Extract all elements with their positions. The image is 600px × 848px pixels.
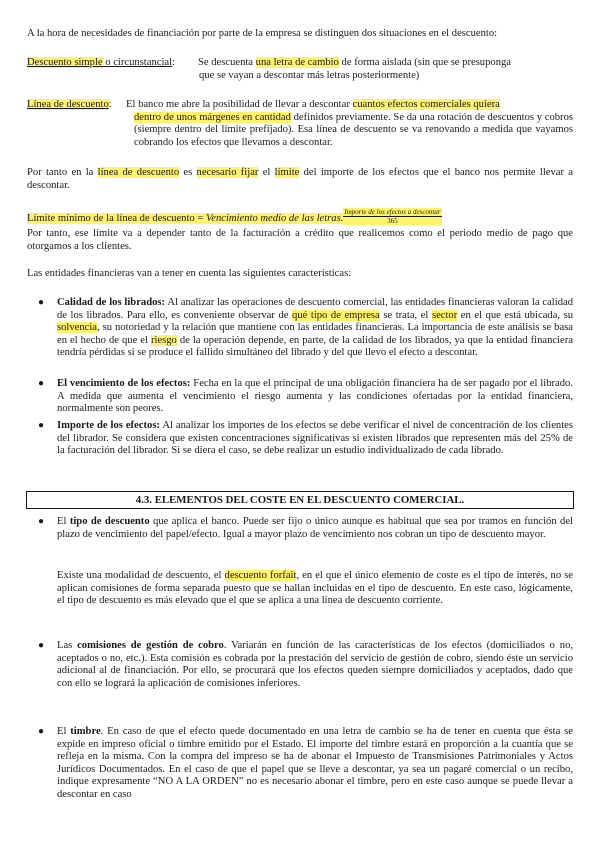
bullet-icon: ● bbox=[38, 516, 45, 527]
paragraph-limite: Por tanto en la línea de descuento es necesario fijar el límite del importe de los efectos que el banco nos permite llevar a descontar. bbox=[27, 167, 574, 191]
bullet-importe-efectos: Importe de los efectos: Al analizar los importes de los efectos se debe verificar el nivel de concentración de los clientes del librador. Se considera que existen concentraciones significativas si existen librados que representen más del 25% de la facturación del librador. Si se diera el caso, se debe realizar un estudio individualizado de cada librado. bbox=[57, 420, 573, 457]
bullet-icon: ● bbox=[38, 420, 45, 431]
definition-linea-descuento-cont: dentro de unos márgenes en cantidad definidos previamente. Se da una rotación de descuentos y cobros (siempre dentro del límite prefijado). Esa línea de descuento se va renovando a medida que vayamos cobrando los efectos que llevamos a descontar. bbox=[134, 111, 573, 148]
paragraph-depende: Por tanto, ese límite va a depender tanto de la facturación a crédito que realicemos como el periodo medio de pago que otorgamos a los clientes. bbox=[27, 228, 573, 252]
formula-limite-minimo: Límite mínimo de la línea de descuento = Vencimiento medio de las letras. $\frac{\text{Importe de los efectos a descontar}}{365}$ bbox=[27, 208, 441, 225]
definition-descuento-simple-line2: que se vayan a descontar más letras posteriormente) bbox=[199, 70, 420, 81]
formula-fraction: $\frac{\text{Importe de los efectos a descontar}}{365}$ bbox=[344, 208, 441, 225]
paragraph-descuento-forfait: Existe una modalidad de descuento, el descuento forfait, en el que el único elemento de coste es el tipo de interés, no se aplican comisiones de forma separada puesto que se hallan incluidas en el tipo de descuento. En este caso, lógicamente, el tipo de descuento es más elevado que el que se aplica a una línea de descuento corriente. bbox=[57, 570, 574, 607]
bullet-tipo-descuento: El tipo de descuento que aplica el banco. Puede ser fijo o único aunque es habitual que sea por tramos en función del plazo de vencimiento del papel/efecto. Igual a mayor plazo de vencimiento nos cobran un tipo de descuento mayor. bbox=[57, 516, 573, 540]
definition-descuento-simple: Se descuenta una letra de cambio de forma aislada (sin que se presuponga bbox=[198, 57, 511, 68]
term-linea-descuento: Línea de descuento: bbox=[27, 99, 112, 110]
bullet-timbre: El timbre. En caso de que el efecto quede documentado en una letra de cambio se ha de tener en cuenta que ésta se expide en impreso oficial o timbre emitido por el Estado. El importe del timbre estará en proporción a la cuantía que se refleja en la misma. Con la compra del impreso se ha de abonar el Impuesto de Transmisiones Patrimoniales y Actos Jurídicos Documentados. En el caso de que el papel que se lleve a descontar, ya sea un pagaré comercial o un recibo, indique expresamente “NO A LA ORDEN” no es necesario abonar el timbre, pero en este caso aunque se puede llevar a descontar en caso bbox=[57, 726, 573, 800]
bullet-icon: ● bbox=[38, 726, 45, 737]
bullet-calidad-librados: Calidad de los librados: Al analizar las operaciones de descuento comercial, las entidades financieras valoran la calidad de los librados. Para ello, es conveniente observar de qué tipo de empresa se trata, el sector en el que está ubicada, su solvencia, su notoriedad y la relación que mantiene con las entidades financieras. La importancia de este análisis se basa en el hecho de que el riesgo de la operación depende, en parte, de la calidad de los librados, ya que la entidad financiera tendría pérdidas si se produce el fallido simultáneo del librado y del que llevo el efecto a descontar. bbox=[57, 297, 574, 359]
bullet-vencimiento-efectos: El vencimiento de los efectos: Fecha en la que el principal de una obligación financiera ha de ser pagado por el librado. A medida que aumenta el vencimiento el riesgo aumenta y las condiciones ofertadas por la entidad financiera, normalmente son peores. bbox=[57, 378, 573, 415]
paragraph-entidades: Las entidades financieras van a tener en cuenta las siguientes características: bbox=[27, 268, 352, 279]
bullet-icon: ● bbox=[38, 297, 45, 308]
bullet-icon: ● bbox=[38, 378, 45, 389]
term-descuento-simple-highlight: Descuento simple bbox=[27, 57, 103, 68]
intro-paragraph: A la hora de necesidades de financiación por parte de la empresa se distinguen dos situaciones en el descuento: bbox=[27, 28, 498, 39]
term-descuento-simple: Descuento simple o circunstancial: bbox=[27, 57, 175, 68]
section-heading-4-3: 4.3. ELEMENTOS DEL COSTE EN EL DESCUENTO COMERCIAL. bbox=[26, 491, 574, 509]
definition-linea-descuento: El banco me abre la posibilidad de llevar a descontar cuantos efectos comerciales quiera bbox=[126, 99, 500, 110]
bullet-icon: ● bbox=[38, 640, 45, 651]
bullet-comisiones-gestion: Las comisiones de gestión de cobro. Variarán en función de las características de los efectos (domiciliados o no, aceptados o no, etc.). Esta comisión es cobrada por la prestación del servicio de gestión de cobro, siendo éste un servicio adicional al de financiación. Por ello, se procurará que los efectos queden siempre domiciliados y aceptados, dado que con ello se logrará la aplicación de comisiones inferiores. bbox=[57, 640, 574, 689]
